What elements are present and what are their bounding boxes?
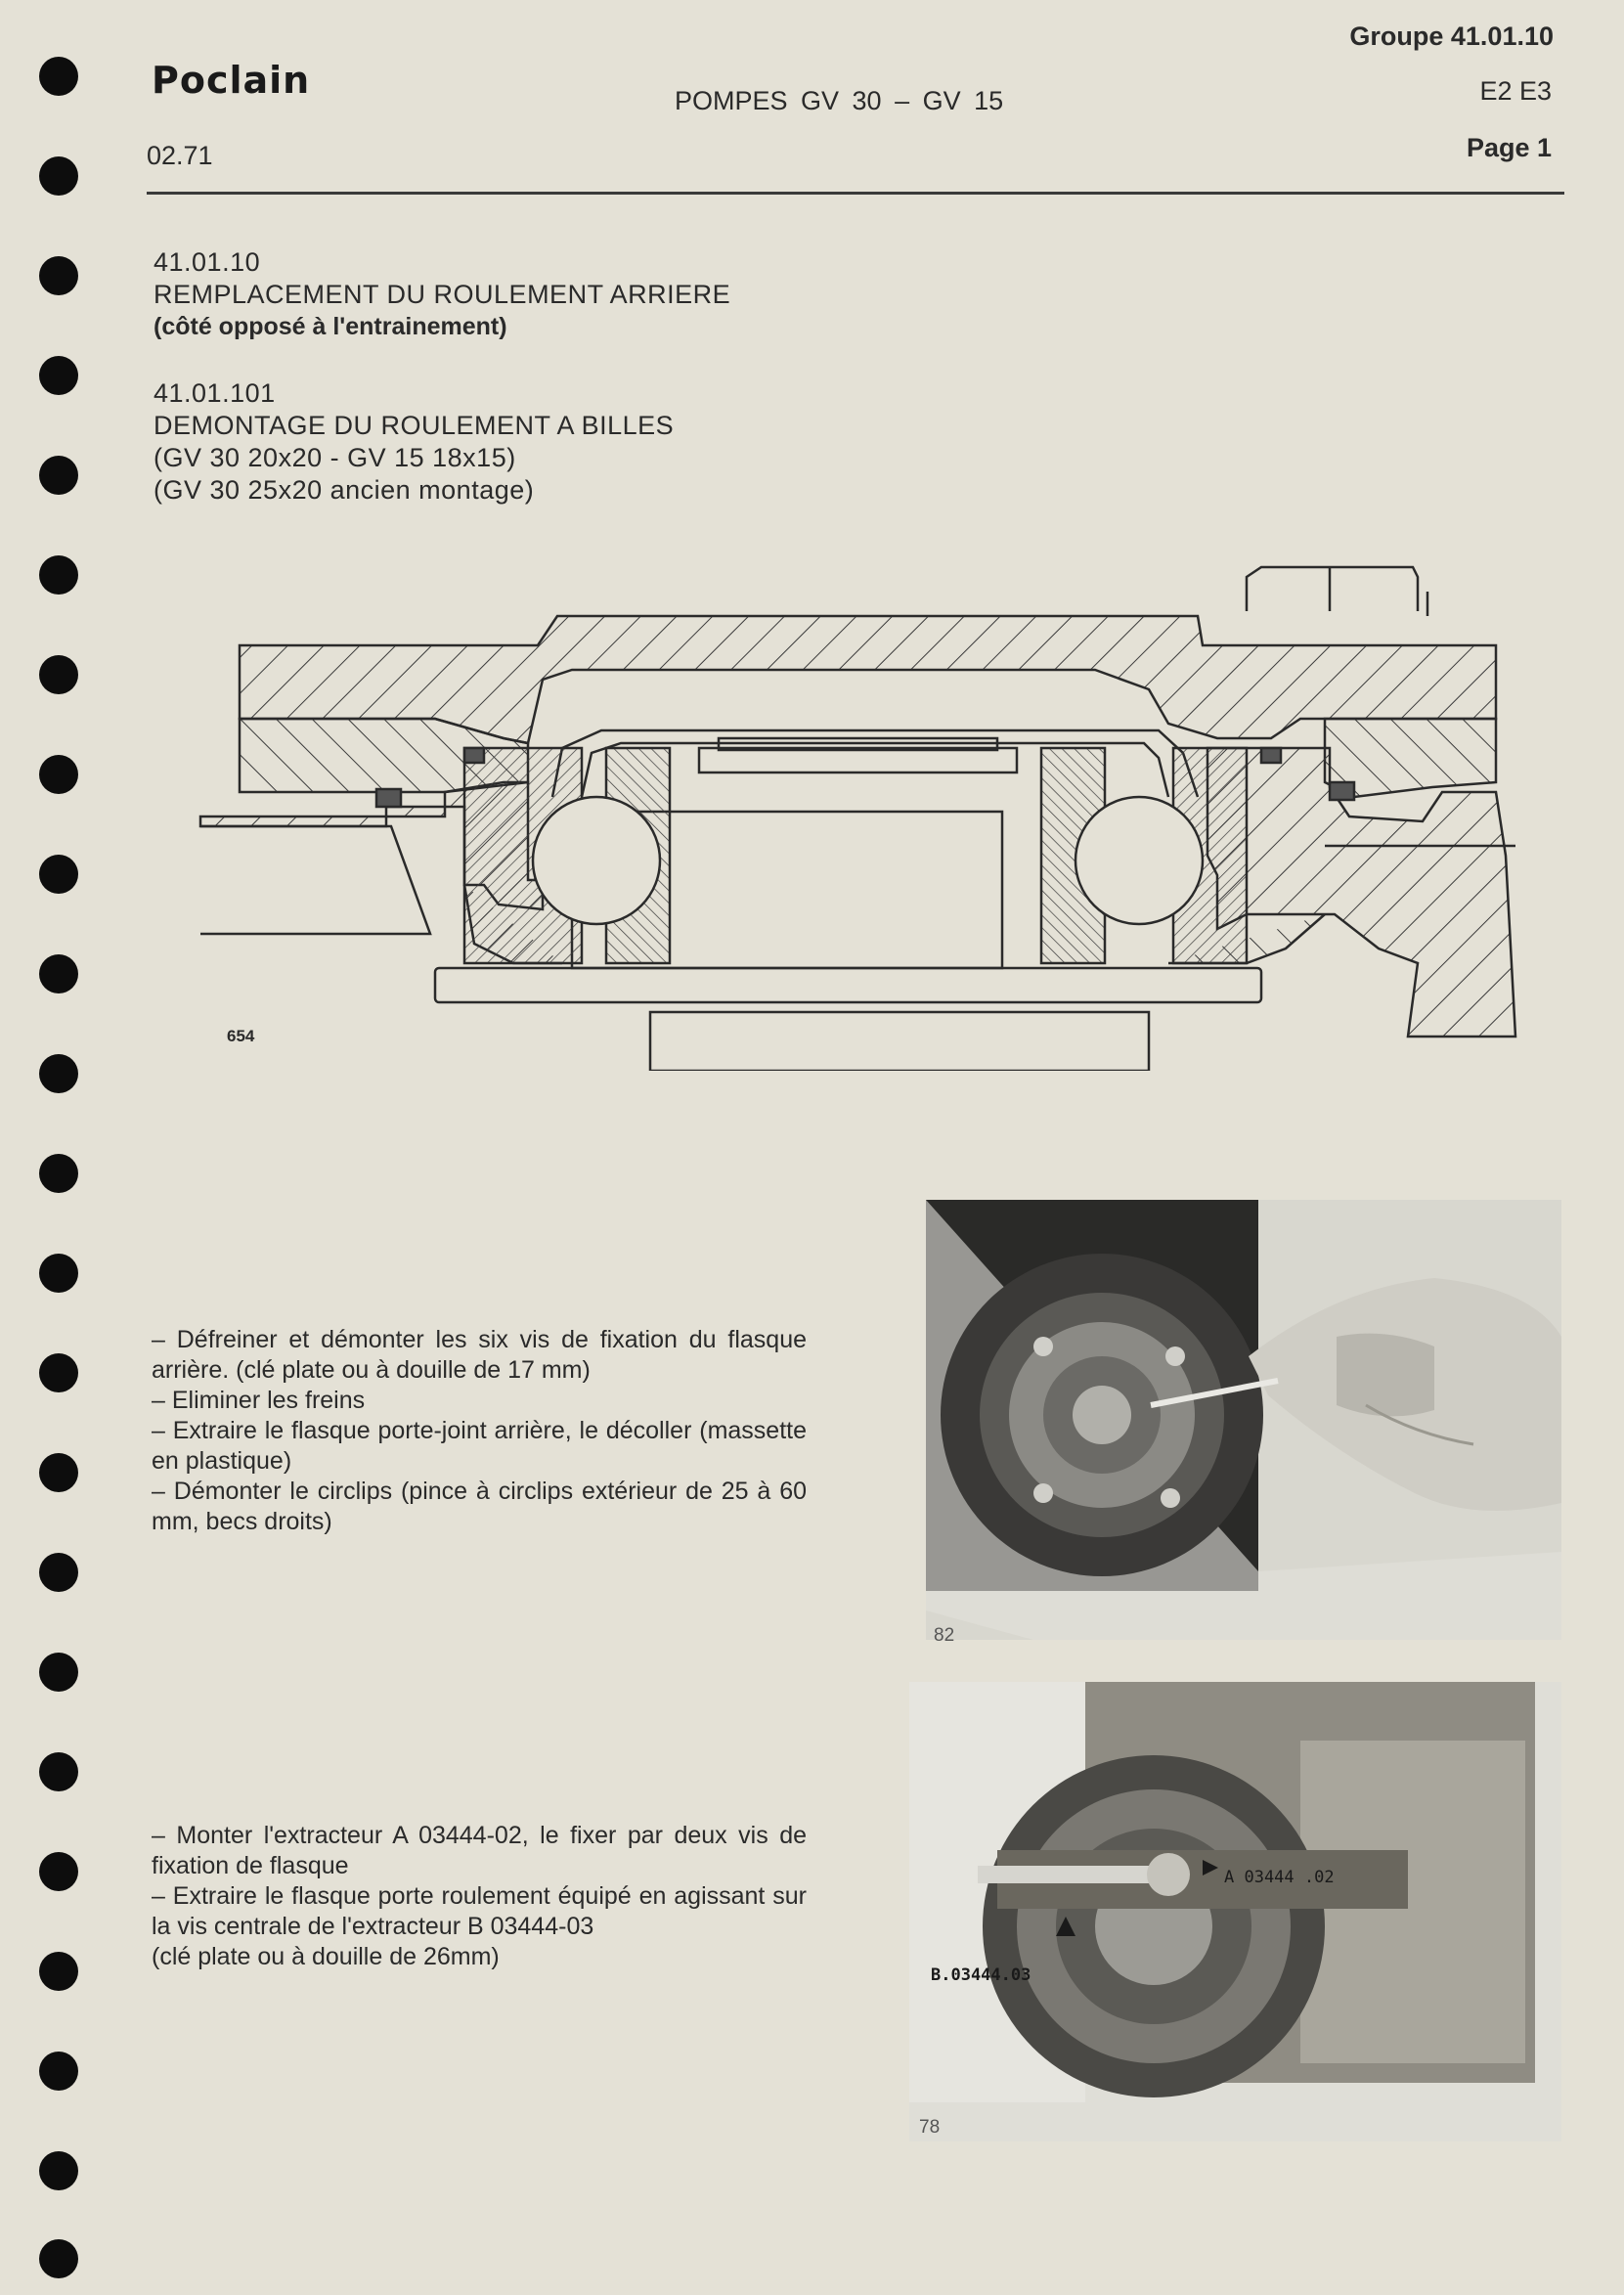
binding-hole — [39, 1054, 78, 1093]
page-number: Page 1 — [1466, 133, 1552, 162]
section-code: 41.01.101 — [154, 378, 276, 408]
instruction-block-2 — [152, 1821, 807, 1972]
binding-hole — [39, 1752, 78, 1791]
binding-hole — [39, 356, 78, 395]
binding-hole — [39, 456, 78, 495]
bearing-cross-section-drawing — [191, 562, 1525, 1071]
extractor-label-a: A 03444 .02 — [1224, 1868, 1335, 1887]
instruction-step: – Extraire le flasque porte-joint arrière, le décoller (massette en plastique) — [152, 1417, 807, 1475]
photo-82-image — [926, 1200, 1561, 1640]
binding-hole — [39, 57, 78, 96]
instruction-step: (clé plate ou à douille de 26mm) — [152, 1943, 500, 1970]
binding-hole — [39, 655, 78, 694]
section-title: REMPLACEMENT DU ROULEMENT ARRIERE — [154, 280, 731, 309]
binding-hole — [39, 256, 78, 295]
group-number: Groupe 41.01.10 — [1349, 22, 1554, 51]
section-heading-2 — [154, 377, 674, 507]
brand-logo: Poclain — [152, 59, 311, 102]
binding-hole — [39, 954, 78, 993]
instruction-block-1 — [152, 1325, 807, 1537]
instruction-step: – Démonter le circlips (pince à circlips extérieur de 25 à 60 mm, becs droits) — [152, 1478, 807, 1535]
section-code: 41.01.10 — [154, 247, 261, 277]
binding-hole — [39, 1952, 78, 1991]
binding-hole — [39, 2151, 78, 2190]
document-date: 02.71 — [147, 141, 213, 170]
instruction-step: – Monter l'extracteur A 03444-02, le fixer par deux vis de fixation de flasque — [152, 1822, 807, 1879]
binding-hole — [39, 1254, 78, 1293]
binding-hole — [39, 2239, 78, 2278]
section-variant: (GV 30 25x20 ancien montage) — [154, 475, 535, 505]
section-heading-1 — [154, 246, 730, 343]
instruction-step: – Eliminer les freins — [152, 1387, 366, 1414]
binding-hole — [39, 855, 78, 894]
binding-hole — [39, 1852, 78, 1891]
section-subtitle: (côté opposé à l'entrainement) — [154, 313, 507, 340]
edition-code: E2 E3 — [1479, 76, 1552, 106]
photo-78 — [909, 1682, 1561, 2141]
section-title: DEMONTAGE DU ROULEMENT A BILLES — [154, 411, 675, 440]
binding-hole — [39, 1653, 78, 1692]
section-variant: (GV 30 20x20 - GV 15 18x15) — [154, 443, 516, 472]
binding-hole — [39, 2052, 78, 2091]
binding-hole — [39, 1553, 78, 1592]
photo-number: 82 — [934, 1625, 955, 1646]
photo-78-image — [909, 1682, 1561, 2141]
document-title: POMPES GV 30 – GV 15 — [675, 86, 1004, 115]
binding-hole — [39, 555, 78, 595]
binding-hole — [39, 156, 78, 196]
instruction-step: – Extraire le flasque porte roulement équipé en agissant sur la vis centrale de l'extracteur B 03444-03 — [152, 1882, 807, 1940]
binding-hole — [39, 1154, 78, 1193]
drawing-number: 654 — [227, 1027, 255, 1045]
instruction-step: – Défreiner et démonter les six vis de fixation du flasque arrière. (clé plate ou à douille de 17 mm) — [152, 1326, 807, 1384]
extractor-label-b: B.03444.03 — [931, 1965, 1031, 1985]
photo-82 — [926, 1200, 1561, 1640]
binding-hole — [39, 755, 78, 794]
photo-number: 78 — [919, 2117, 941, 2138]
header-divider — [147, 192, 1564, 195]
drawing-lines — [200, 567, 1515, 1071]
binding-hole — [39, 1353, 78, 1392]
binding-hole — [39, 1453, 78, 1492]
